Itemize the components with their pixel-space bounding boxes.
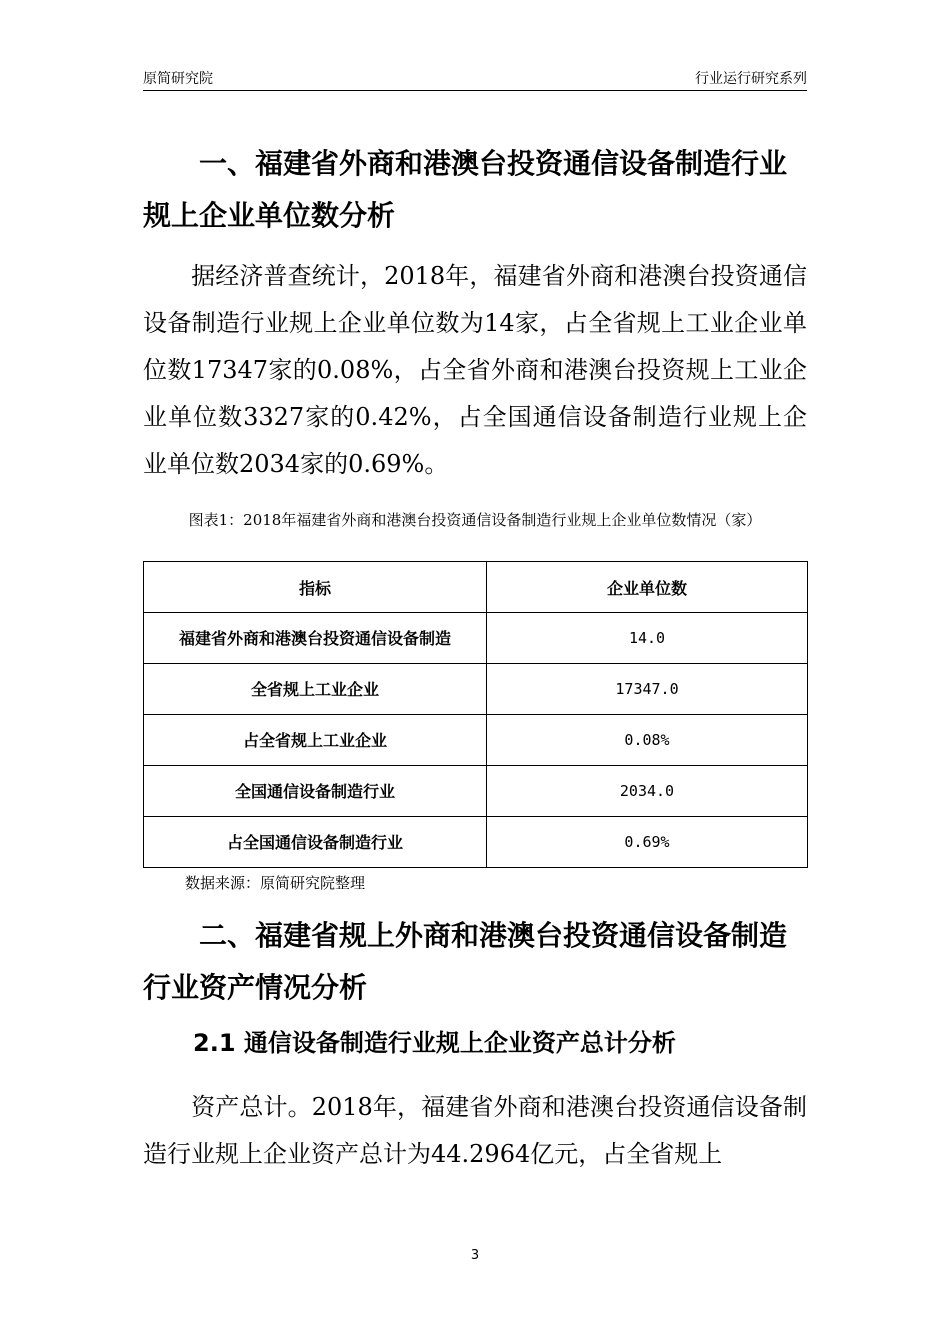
column-header-count: 企业单位数 xyxy=(487,562,808,613)
data-table xyxy=(143,561,808,868)
subsection-title: 2.1 通信设备制造行业规上企业资产总计分析 xyxy=(193,1029,676,1057)
row-label: 占全省规上工业企业 xyxy=(144,715,487,766)
row-label: 全国通信设备制造行业 xyxy=(144,766,487,817)
section2-title xyxy=(143,910,807,1014)
row-value: 0.69% xyxy=(487,817,808,868)
row-label: 福建省外商和港澳台投资通信设备制造 xyxy=(144,613,487,664)
column-header-indicator: 指标 xyxy=(144,562,487,613)
row-value: 2034.0 xyxy=(487,766,808,817)
row-value: 17347.0 xyxy=(487,664,808,715)
section2-paragraph-text: 资产总计。2018年，福建省外商和港澳台投资通信设备制造行业规上企业资产总计为44.2964亿元，占全省规上 xyxy=(143,1093,807,1168)
row-value: 0.08% xyxy=(487,715,808,766)
table-row xyxy=(144,817,808,868)
table-row xyxy=(144,664,808,715)
section1-paragraph xyxy=(143,253,807,488)
header-org-name: 原简研究院 xyxy=(143,71,213,87)
table-source-note: 数据来源：原简研究院整理 xyxy=(185,874,366,892)
section2-title-text: 二、福建省规上外商和港澳台投资通信设备制造行业资产情况分析 xyxy=(143,919,788,1004)
section2-paragraph xyxy=(143,1084,807,1178)
table-caption: 图表1：2018年福建省外商和港澳台投资通信设备制造行业规上企业单位数情况（家） xyxy=(188,511,762,529)
section1-title-text: 一、福建省外商和港澳台投资通信设备制造行业规上企业单位数分析 xyxy=(143,147,788,232)
row-label: 占全国通信设备制造行业 xyxy=(144,817,487,868)
table-row xyxy=(144,766,808,817)
page-header xyxy=(143,66,807,91)
header-series-name: 行业运行研究系列 xyxy=(695,71,807,87)
table-header-row xyxy=(144,562,808,613)
table-row xyxy=(144,613,808,664)
section1-title xyxy=(143,138,807,242)
row-value: 14.0 xyxy=(487,613,808,664)
section1-paragraph-text: 据经济普查统计，2018年，福建省外商和港澳台投资通信设备制造行业规上企业单位数为14家，占全省规上工业企业单位数17347家的0.08%，占全省外商和港澳台投资规上工业企业单位数3327家的0.42%，占全国通信设备制造行业规上企业单位数2034家的0.69%。 xyxy=(143,262,807,478)
table-row xyxy=(144,715,808,766)
row-label: 全省规上工业企业 xyxy=(144,664,487,715)
page-number: 3 xyxy=(470,1248,480,1263)
